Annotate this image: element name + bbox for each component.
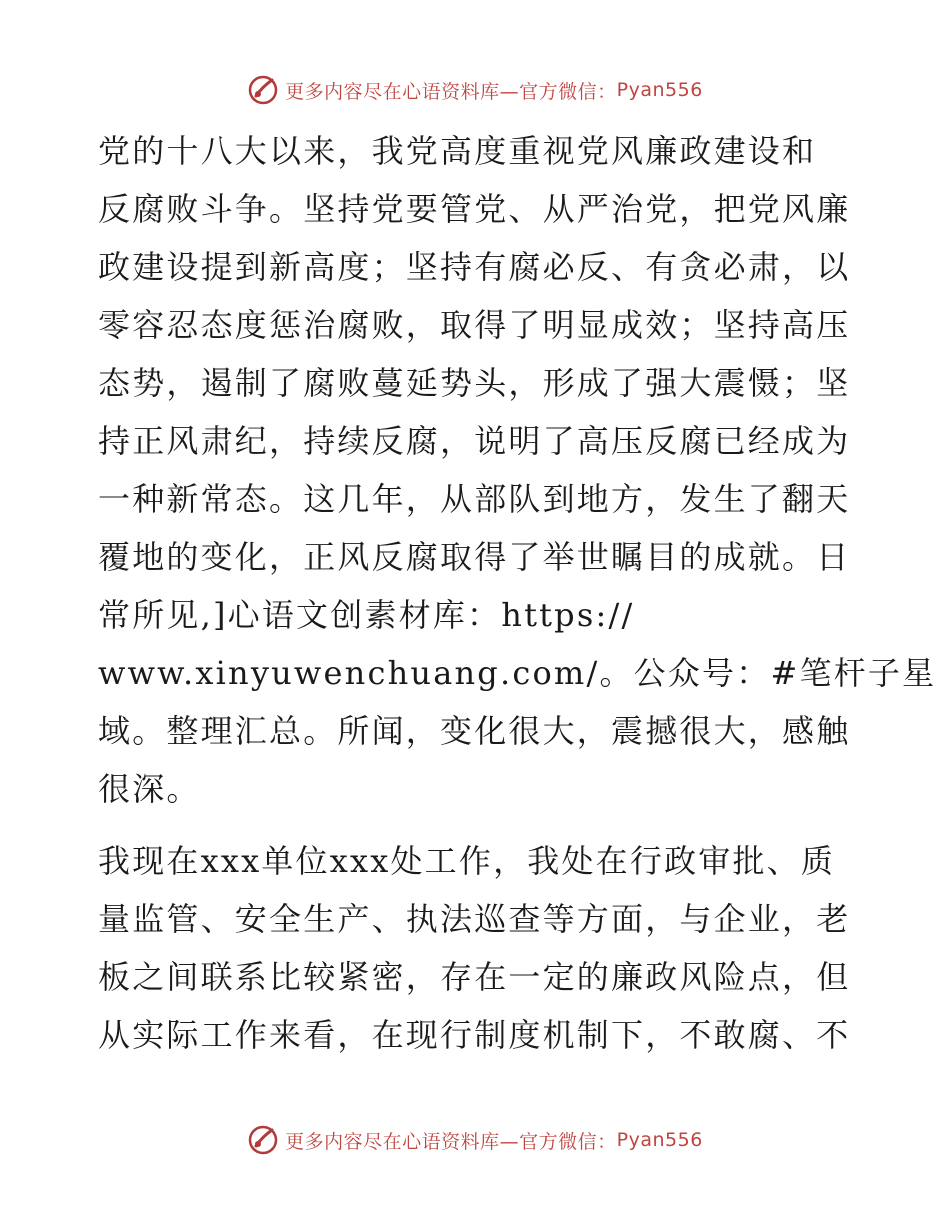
- text-line: 从实际工作来看，在现行制度机制下，不敢腐、不: [98, 1016, 851, 1054]
- text-line: 持正风肃纪，持续反腐，说明了高压反腐已经成为: [98, 422, 851, 460]
- brush-logo-icon: [247, 74, 279, 106]
- header-banner-text: 更多内容尽在心语资料库—官方微信：: [285, 80, 617, 103]
- text-line: 域。整理汇总。所闻，变化很大，震撼很大，感触: [98, 712, 851, 750]
- text-line: 党的十八大以来，我党高度重视党风廉政建设和: [98, 132, 817, 170]
- footer-wechat-id: Pyan556: [616, 1129, 703, 1151]
- footer-banner-text: 更多内容尽在心语资料库—官方微信：: [285, 1130, 617, 1153]
- footer-banner: [0, 1120, 950, 1160]
- text-line: 量监管、安全生产、执法巡查等方面，与企业，老: [98, 900, 851, 938]
- text-line: 一种新常态。这几年，从部队到地方，发生了翻天: [98, 480, 851, 518]
- text-line: 很深。: [98, 770, 201, 808]
- text-line: 覆地的变化，正风反腐取得了举世瞩目的成就。日: [98, 538, 851, 576]
- paragraph-1: [98, 122, 937, 818]
- text-line: 板之间联系比较紧密，存在一定的廉政风险点，但: [98, 958, 851, 996]
- text-line: 政建设提到新高度；坚持有腐必反、有贪必肃，以: [98, 248, 851, 286]
- document-body: [98, 122, 937, 1064]
- header-banner: [0, 70, 950, 110]
- paragraph-2: [98, 832, 858, 1064]
- text-line: www.xinyuwenchuang.com/。公众号：#笔杆子星: [98, 654, 937, 692]
- text-line: 零容忍态度惩治腐败，取得了明显成效；坚持高压: [98, 306, 851, 344]
- header-wechat-id: Pyan556: [616, 79, 703, 101]
- text-line: 我现在xxx单位xxx处工作，我处在行政审批、质: [98, 842, 836, 880]
- text-line: 态势，遏制了腐败蔓延势头，形成了强大震慑；坚: [98, 364, 851, 402]
- text-line: 常所见,]心语文创素材库：https://: [98, 596, 635, 634]
- text-line: 反腐败斗争。坚持党要管党、从严治党，把党风廉: [98, 190, 851, 228]
- brush-logo-icon: [247, 1124, 279, 1156]
